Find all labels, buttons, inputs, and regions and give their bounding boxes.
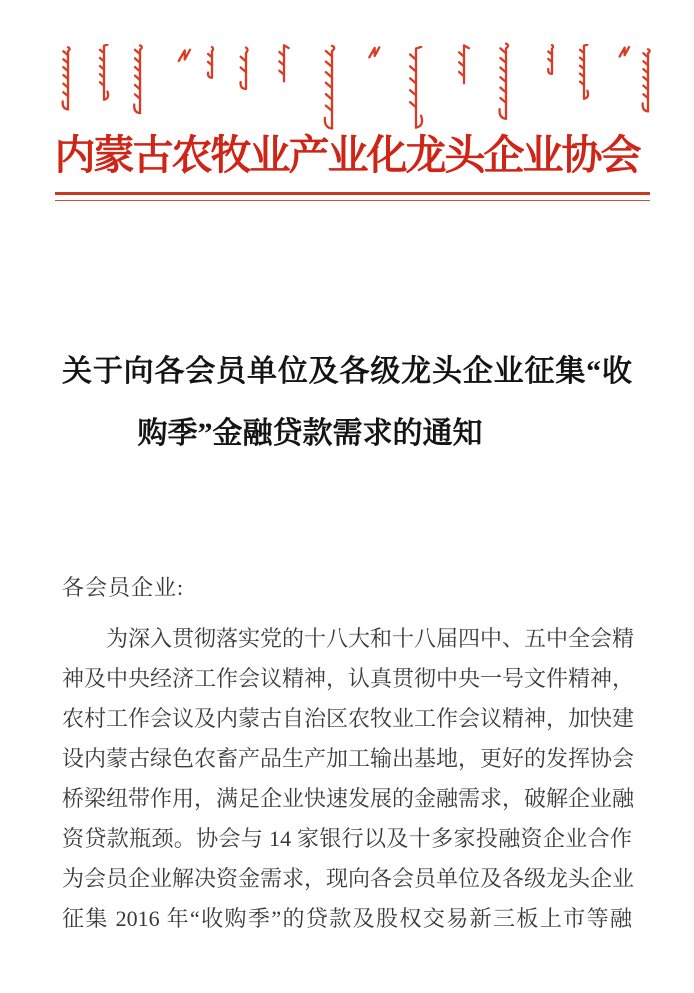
letterhead-rule-thick — [55, 192, 650, 195]
notice-title-line1: 关于向各会员单位及各级龙头企业征集“收 — [62, 355, 632, 388]
body-text-line: 设内蒙古绿色农畜产品生产加工输出基地，更好的发挥协会 — [62, 746, 635, 771]
body-text-line: 征集 2016 年“收购季”的贷款及股权交易新三板上市等融 — [62, 906, 632, 931]
notice-title-line2: 购季”金融贷款需求的通知 — [137, 417, 483, 450]
letterhead-rule-thin — [55, 200, 650, 201]
body-text-line: 神及中央经济工作会议精神，认真贯彻中央一号文件精神， — [62, 666, 635, 691]
body-text-line: 为深入贯彻落实党的十八大和十八届四中、五中全会精 — [62, 626, 635, 651]
body-text-line: 为会员企业解决资金需求，现向各会员单位及各级龙头企业 — [62, 866, 635, 891]
notice-body — [62, 619, 635, 939]
letterhead-org-name: 内蒙古农牧业产业化龙头企业协会 — [54, 132, 640, 178]
notice-salutation: 各会员企业: — [62, 575, 185, 600]
body-text-line: 资贷款瓶颈。协会与 14 家银行以及十多家投融资企业合作 — [62, 826, 632, 851]
body-text-line: 桥梁纽带作用，满足企业快速发展的金融需求，破解企业融 — [62, 786, 635, 811]
body-text-line: 农村工作会议及内蒙古自治区农牧业工作会议精神，加快建 — [62, 706, 635, 731]
